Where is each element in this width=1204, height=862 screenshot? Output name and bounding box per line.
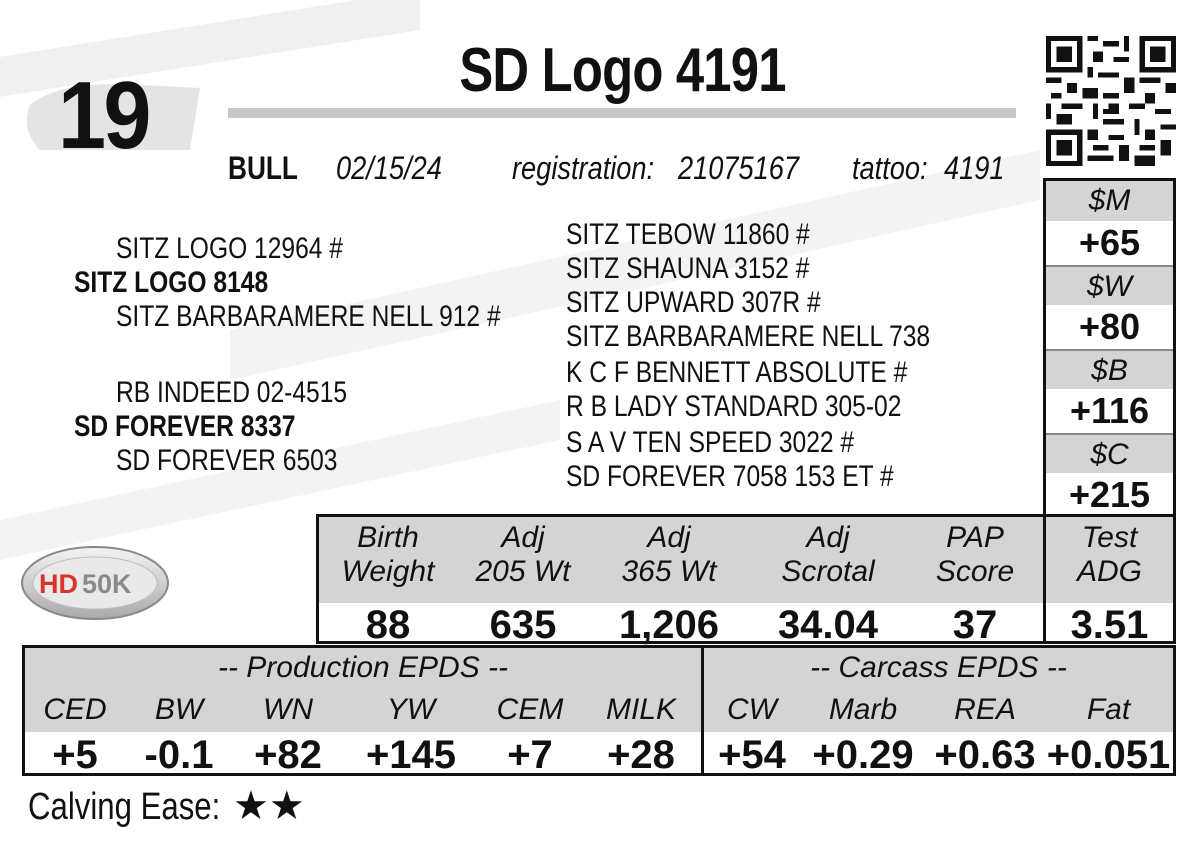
epd-label-rea: REA [954,693,1016,726]
epd-value-wn: +82 [254,733,322,777]
perf-value-adj-365: 1,206 [618,603,720,647]
epd-value-milk: +28 [607,733,675,777]
perf-label-adj-scrotal [749,521,907,589]
pedigree-great-grandparent: K C F BENNETT ABSOLUTE # [566,356,908,389]
epd-label-bw: BW [154,693,204,726]
calving-ease-stars [233,786,305,828]
perf-value-pap-score: 37 [952,603,998,647]
epd-label-milk: MILK [605,693,677,726]
svg-text:HD: HD [39,569,78,599]
perf-label-line: Score [935,555,1015,588]
perf-label-line: Weight [341,555,435,588]
pedigree-dam-sire: RB INDEED 02-4515 [116,376,348,409]
epd-value-yw: +145 [365,733,457,777]
pedigree-dam: SD FOREVER 8337 [74,410,296,443]
perf-label-line: 365 Wt [621,555,717,588]
perf-value-adj-scrotal: 34.04 [777,603,879,647]
perf-value-adj-205: 635 [489,603,557,647]
pedigree-great-grandparent: SITZ TEBOW 11860 # [566,218,810,251]
pedigree-great-grandparent: S A V TEN SPEED 3022 # [566,426,855,459]
svg-text:50K: 50K [82,569,132,599]
dollar-index-label: $W [1046,265,1173,307]
registration-label: registration: [512,150,655,186]
epd-value-marb: +0.29 [812,733,914,777]
lot-number: 19 [58,62,149,169]
performance-table [316,514,1176,647]
dollar-index-value: +116 [1046,389,1173,433]
dollar-index-value: +215 [1046,473,1173,517]
pedigree-sire-sire: SITZ LOGO 12964 # [116,232,343,265]
epd-label-wn: WN [263,693,313,726]
tattoo-number: 4191 [944,150,1005,186]
qr-code-icon [1046,36,1176,166]
title-underline [228,108,1016,118]
star-icon: ★ [268,784,305,828]
dollar-index-label: $B [1046,349,1173,391]
epd-value-rea: +0.63 [934,733,1036,777]
epd-label-marb: Marb [828,693,898,726]
pedigree-great-grandparent: SITZ UPWARD 307R # [566,286,821,319]
epd-label-yw: YW [386,693,436,726]
calving-ease [28,784,305,829]
perf-label-adj-365 [589,521,749,589]
dollar-index-value: +80 [1046,305,1173,349]
epd-label-ced: CED [43,693,107,726]
epd-value-ced: +5 [52,733,98,777]
tattoo-label: tattoo: [852,150,928,186]
pedigree-great-grandparent: SD FOREVER 7058 153 ET # [566,460,894,493]
pedigree-great-grandparent: SITZ SHAUNA 3152 # [566,252,810,285]
pedigree-dam-dam: SD FOREVER 6503 [116,444,338,477]
calving-ease-label: Calving Ease: [28,786,221,828]
hd50k-logo [20,545,170,621]
perf-label-adj-205 [457,521,589,589]
epd-label-cw: CW [727,693,777,726]
dollar-index-column [1043,178,1176,514]
pedigree-sire: SITZ LOGO 8148 [74,266,269,299]
dollar-index-label: $C [1046,433,1173,475]
dollar-index-label: $M [1046,181,1173,221]
epd-table [22,645,1176,776]
perf-label-pap-score [907,521,1043,589]
star-icon: ★ [233,784,269,828]
sex-label: BULL [228,150,298,186]
animal-name-title: SD Logo 4191 [459,36,786,105]
pedigree-sire-dam: SITZ BARBARAMERE NELL 912 # [116,300,501,333]
perf-label-line: Adj [806,521,850,554]
epd-value-cem: +7 [507,733,553,777]
pedigree-great-grandparent: SITZ BARBARAMERE NELL 738 [566,320,931,353]
perf-label-line: Birth [357,521,419,554]
perf-label-line: Adj [501,521,545,554]
birth-date: 02/15/24 [336,150,442,186]
epd-value-bw: -0.1 [144,733,214,777]
perf-label-line: PAP [946,521,1004,554]
epd-label-cem: CEM [496,693,564,726]
perf-label-line: ADG [1076,555,1142,588]
perf-label-line: Test [1081,521,1138,554]
pedigree-great-grandparent: R B LADY STANDARD 305-02 [566,390,902,423]
perf-label-birth-weight [319,521,457,589]
carcass-epds-title: -- Carcass EPDS -- [810,651,1067,684]
perf-label-line: 205 Wt [475,555,571,588]
dollar-index-value: +65 [1046,221,1173,265]
epd-value-fat: +0.051 [1046,733,1171,777]
perf-label-line: Scrotal [781,555,875,588]
perf-value-birth-weight: 88 [365,603,411,647]
perf-label-line: Adj [647,521,691,554]
perf-label-test-adg [1046,521,1173,589]
epd-label-fat: Fat [1086,693,1131,726]
production-epds-title: -- Production EPDS -- [217,651,509,684]
perf-value-test-adg: 3.51 [1070,603,1149,647]
registration-number: 21075167 [678,150,800,186]
epd-value-cw: +54 [718,733,786,777]
